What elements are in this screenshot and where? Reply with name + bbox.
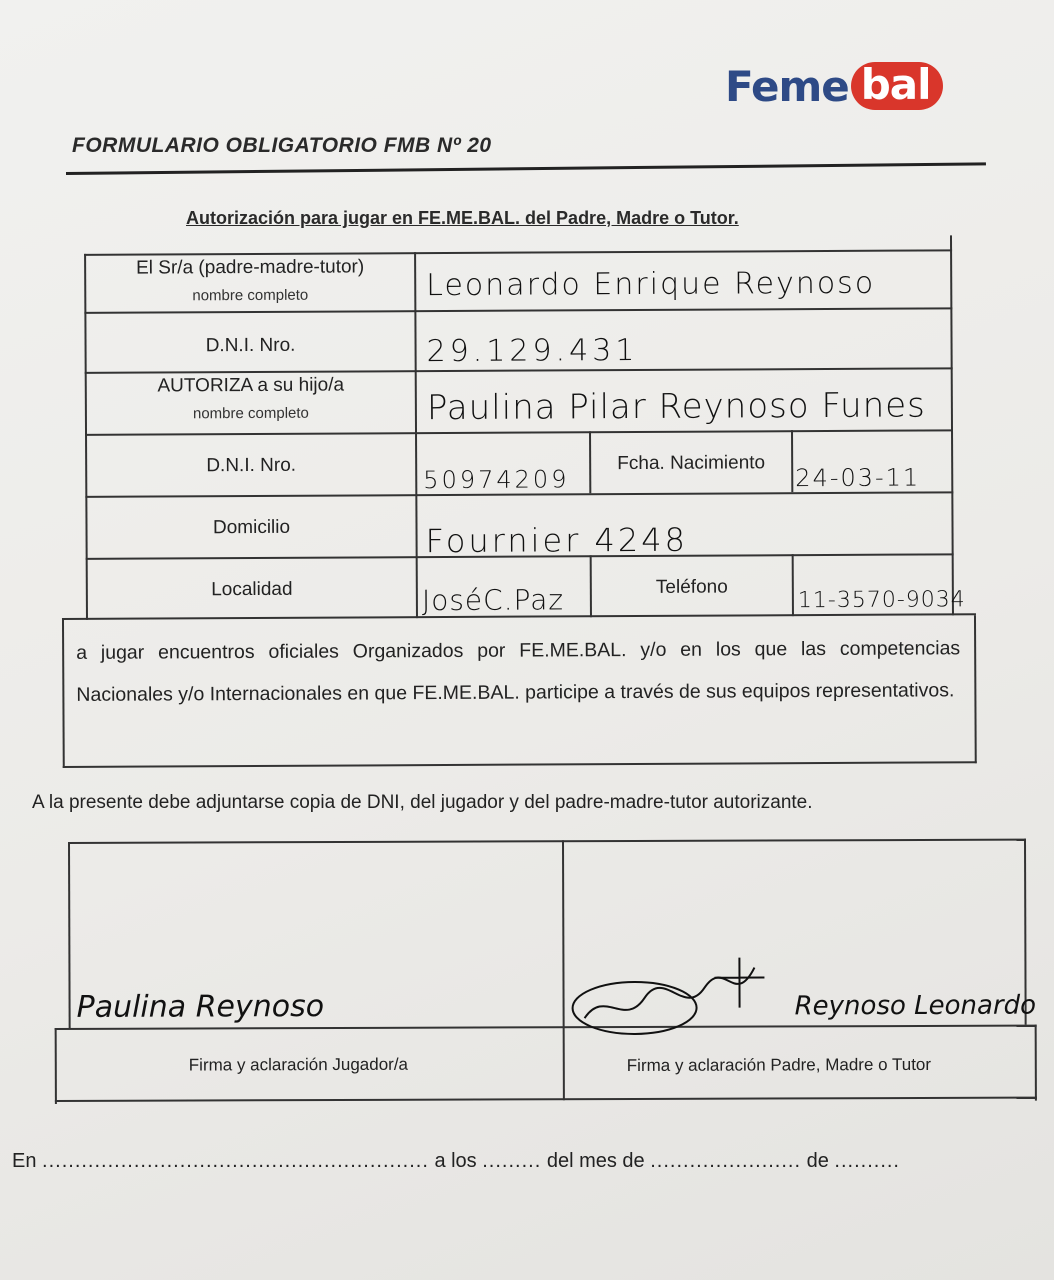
parent-dni-value: 29.129.431	[426, 332, 639, 370]
logo-text-bal: bal	[851, 62, 943, 110]
form-title: FORMULARIO OBLIGATORIO FMB Nº 20	[72, 134, 492, 157]
footer-date-line	[12, 1150, 900, 1173]
authorization-table	[60, 235, 979, 768]
address-label: Domicilio	[212, 516, 291, 539]
parent-signature: Reynoso Leonardo	[794, 990, 1037, 1022]
footer-place-blank: ...........................................................	[42, 1150, 429, 1172]
footer-month-blank: .......................	[650, 1150, 802, 1172]
logo-text-feme: Feme	[725, 61, 849, 111]
attachment-note: A la presente debe adjuntarse copia de DNI, del jugador y del padre-madre-tutor autorizante.	[32, 792, 813, 813]
phone-value: 11-3570-9034	[797, 587, 966, 614]
parent-name-label	[86, 256, 414, 305]
authorization-text: a jugar encuentros oficiales Organizados por FE.ME.BAL. y/o en los que las competencias Nacionales y/o Internacionales en que FE.ME.BAL. participe a través de sus equipos representativos.	[76, 637, 961, 706]
player-signature: Paulina Reynoso	[76, 989, 325, 1025]
child-name-value: Paulina Pilar Reynoso Funes	[426, 385, 926, 429]
footer-de: de	[806, 1150, 829, 1172]
footer-del-mes: del mes de	[546, 1150, 645, 1172]
parent-dni-label: D.N.I. Nro.	[205, 334, 296, 357]
parent-name-value: Leonardo Enrique Reynoso	[426, 265, 876, 304]
footer-day-blank: .........	[482, 1150, 542, 1172]
phone-label: Teléfono	[655, 576, 728, 598]
child-dni-label: D.N.I. Nro.	[206, 454, 297, 477]
parent-name-sublabel: nombre completo	[192, 286, 309, 305]
birth-date-label: Fcha. Nacimiento	[617, 452, 766, 475]
signature-table	[54, 839, 1037, 1104]
femebal-logo	[725, 60, 943, 112]
address-value: Fournier 4248	[425, 520, 689, 561]
parent-name-label-text: El Sr/a (padre-madre-tutor)	[136, 256, 365, 279]
child-name-label	[87, 374, 415, 423]
city-label: Localidad	[211, 578, 293, 601]
footer-year-blank: ..........	[834, 1150, 900, 1172]
parent-signature-caption: Firma y aclaración Padre, Madre o Tutor	[626, 1054, 932, 1076]
child-name-sublabel: nombre completo	[192, 404, 309, 423]
player-signature-caption: Firma y aclaración Jugador/a	[188, 1054, 409, 1075]
title-divider	[66, 162, 986, 175]
city-value: JoséC.Paz	[421, 583, 565, 618]
footer-en: En	[12, 1150, 37, 1172]
child-name-label-text: AUTORIZA a su hijo/a	[157, 374, 345, 397]
form-subtitle: Autorización para jugar en FE.ME.BAL. del Padre, Madre o Tutor.	[186, 208, 739, 228]
footer-a-los: a los	[434, 1150, 477, 1172]
birth-date-value: 24-03-11	[795, 463, 921, 493]
child-dni-value: 50974209	[423, 465, 570, 495]
parent-signature-scribble	[564, 948, 764, 1039]
